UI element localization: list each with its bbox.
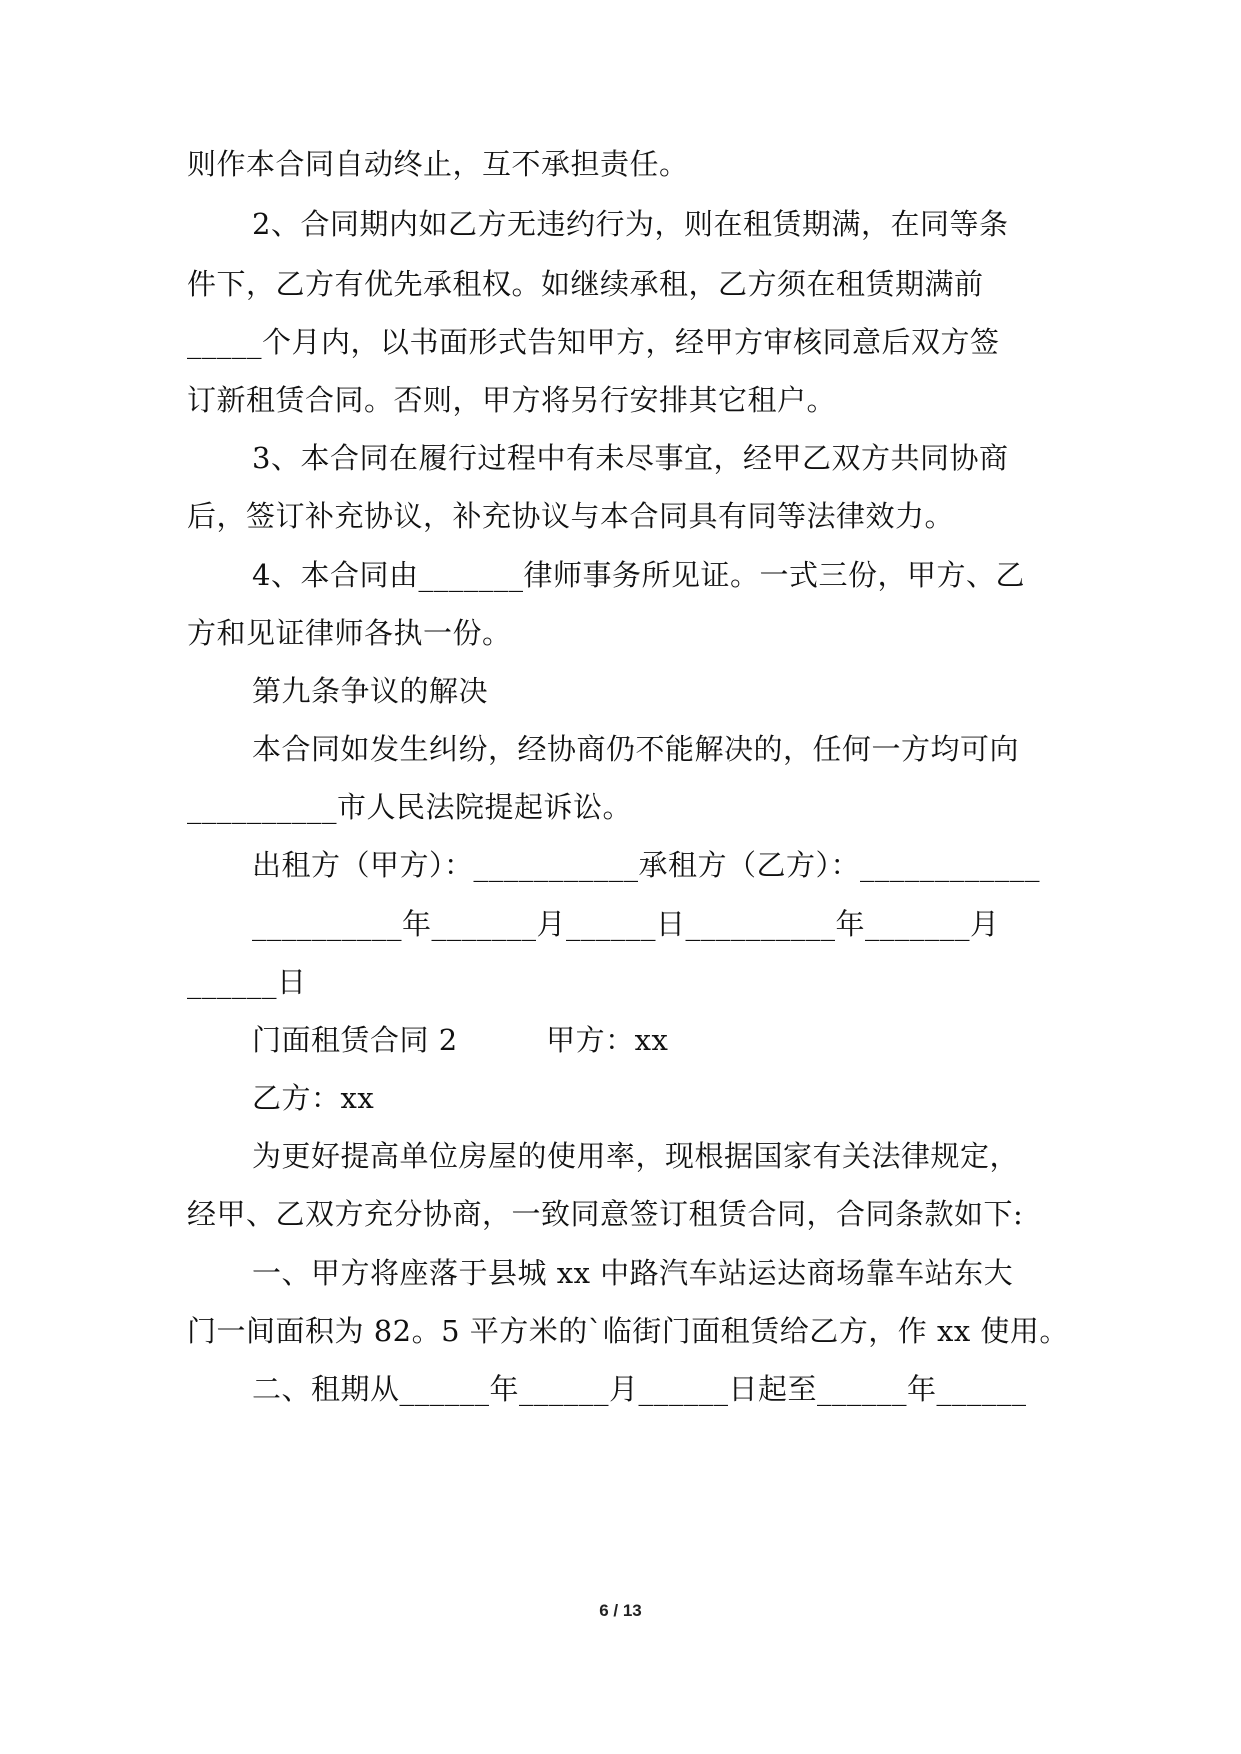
- text-line-6: 3、本合同在履行过程中有未尽事宜，经甲乙双方共同协商: [252, 441, 1009, 475]
- text-line-1: 则作本合同自动终止，互不承担责任。: [187, 147, 689, 181]
- contract-title-line: 门面租赁合同 2 甲方：xx: [252, 1023, 669, 1057]
- text-line-11: 本合同如发生纠纷，经协商仍不能解决的，任何一方均可向: [252, 732, 1020, 766]
- text-line-5: 订新租赁合同。否则，甲方将另行安排其它租户。: [187, 383, 837, 417]
- signature-line: 出租方（甲方）：___________承租方（乙方）：____________: [252, 848, 1041, 882]
- text-line-9: 方和见证律师各执一份。: [187, 616, 512, 650]
- text-line-20: 一、甲方将座落于县城 xx 中路汽车站运达商场靠车站东大: [252, 1256, 1014, 1290]
- date-line: __________年_______月______日__________年_______月: [252, 907, 1000, 941]
- text-line-19: 经甲、乙双方充分协商，一致同意签订租赁合同，合同条款如下:: [187, 1197, 1024, 1231]
- text-line-2: 2、合同期内如乙方无违约行为，则在租赁期满，在同等条: [252, 207, 1009, 241]
- text-line-22: 二、租期从______年______月______日起至______年______: [252, 1372, 1027, 1406]
- text-line-18: 为更好提高单位房屋的使用率，现根据国家有关法律规定，: [252, 1139, 1020, 1173]
- party-b-line: 乙方：xx: [252, 1081, 375, 1115]
- section-heading: 第九条争议的解决: [252, 674, 489, 708]
- text-line-7: 后，签订补充协议，补充协议与本合同具有同等法律效力。: [187, 499, 955, 533]
- text-line-3: 件下，乙方有优先承租权。如继续承租，乙方须在租赁期满前: [187, 267, 984, 301]
- text-line-8: 4、本合同由_______律师事务所见证。一式三份，甲方、乙: [252, 558, 1025, 592]
- text-line-4: _____个月内，以书面形式告知甲方，经甲方审核同意后双方签: [187, 325, 1000, 359]
- page-number: 6 / 13: [599, 1601, 642, 1620]
- date-line-continued: ______日: [187, 965, 307, 999]
- text-line-12: __________市人民法院提起诉讼。: [187, 790, 633, 824]
- text-line-21: 门一间面积为 82。5 平方米的`临街门面租赁给乙方，作 xx 使用。: [187, 1314, 1069, 1348]
